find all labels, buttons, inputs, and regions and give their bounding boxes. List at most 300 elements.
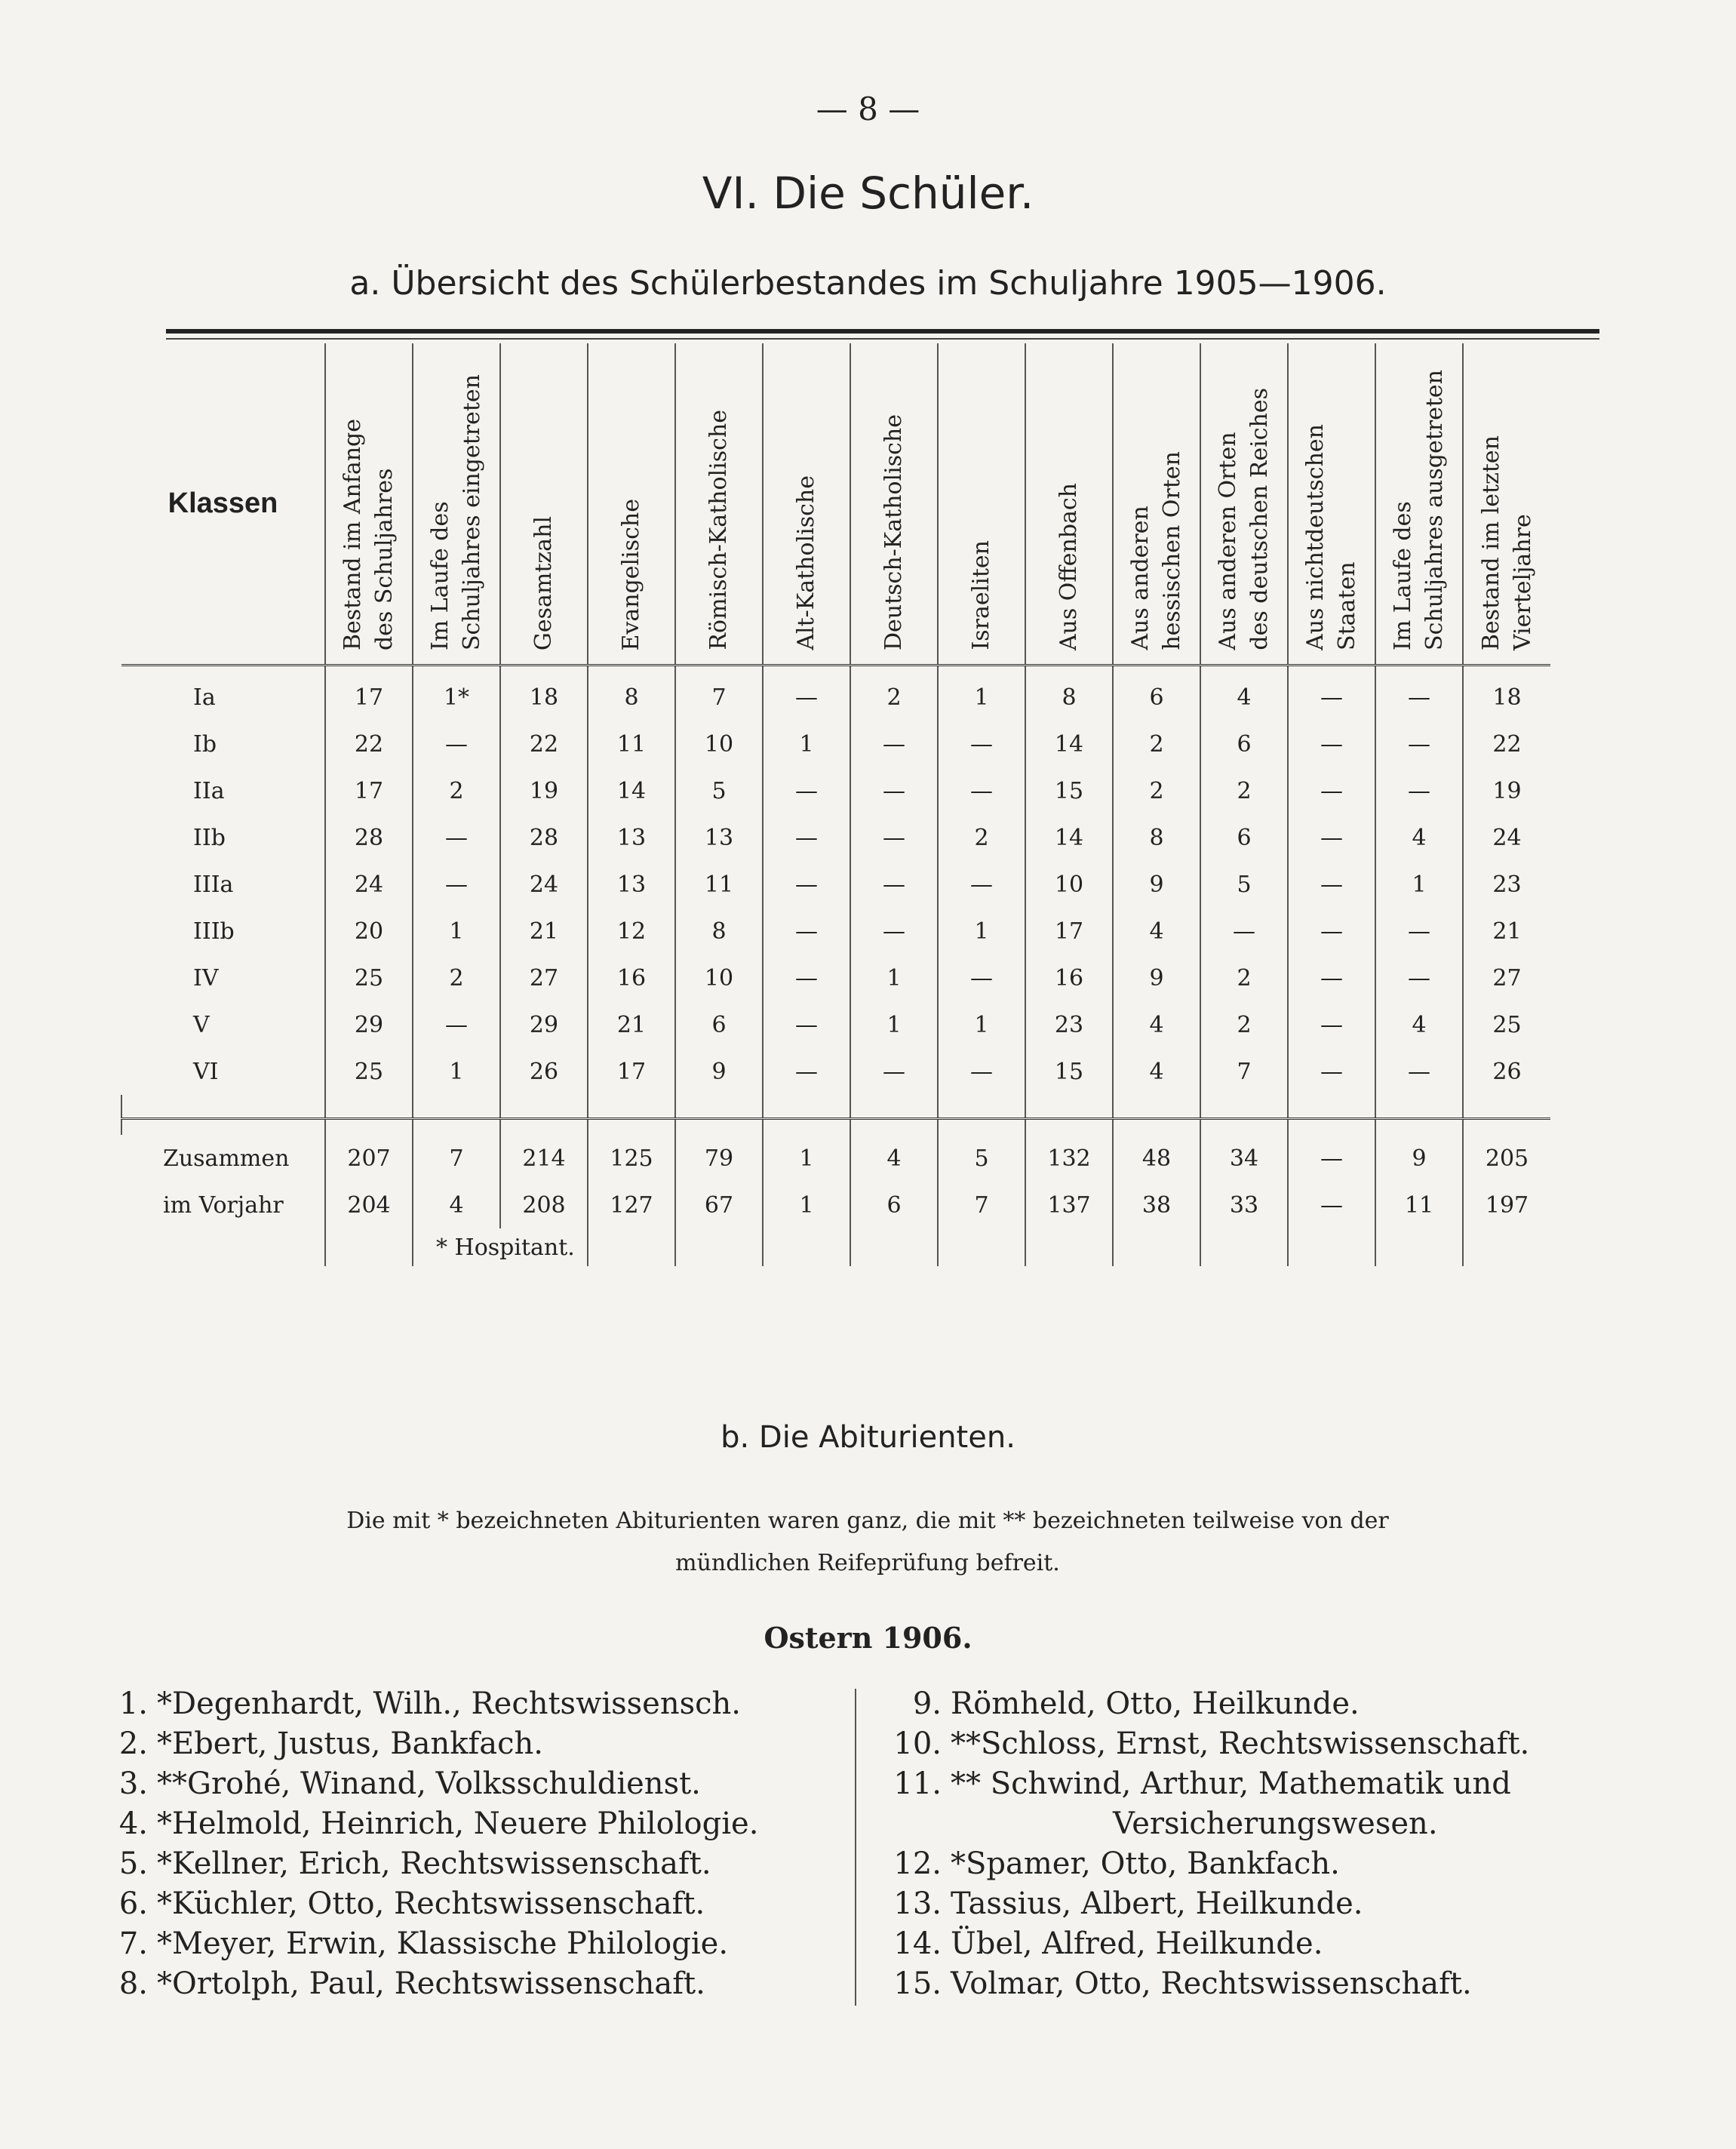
spacer-cell xyxy=(1288,1095,1375,1119)
column-header-label xyxy=(966,540,997,650)
class-name-cell: Ib xyxy=(193,730,217,758)
list-item-number: 4. xyxy=(118,1806,148,1841)
column-header xyxy=(500,343,588,666)
table-cell: 132 xyxy=(1025,1135,1113,1182)
table-cell: 7 xyxy=(1200,1048,1288,1095)
list-item-text: **Schloss, Ernst, Rechtswissenschaft. xyxy=(951,1726,1530,1761)
column-header-line: Vierteljahre xyxy=(1509,514,1536,650)
table-cell: — xyxy=(763,1001,850,1048)
abiturienten-list-left xyxy=(106,1684,758,2004)
list-item xyxy=(106,1724,758,1764)
table-cell: 15 xyxy=(1025,1048,1113,1095)
spacer-cell xyxy=(325,1095,413,1119)
table-cell: 9 xyxy=(1113,955,1200,1001)
table-cell: 25 xyxy=(325,955,413,1001)
table-cell: 18 xyxy=(500,674,588,721)
list-item xyxy=(890,1884,1529,1924)
column-header-line: des Schuljahres xyxy=(371,468,398,650)
spacer-cell xyxy=(1375,666,1463,675)
column-header-line: Aus nichtdeutschen xyxy=(1302,424,1329,650)
spacer-cell xyxy=(121,1095,325,1119)
ostern-heading: Ostern 1906. xyxy=(764,1621,972,1655)
table-cell: 24 xyxy=(325,861,413,908)
list-item-text: *Ortolph, Paul, Rechtswissenschaft. xyxy=(157,1966,705,2001)
table-cell: — xyxy=(938,767,1025,814)
table-cell: 7 xyxy=(413,1135,500,1182)
table-cell: — xyxy=(1288,908,1375,955)
table-cell: 5 xyxy=(1200,861,1288,908)
column-header-line: Staaten xyxy=(1334,561,1360,650)
table-cell: — xyxy=(413,721,500,767)
spacer-cell xyxy=(1375,1228,1463,1266)
list-item-text: *Degenhardt, Wilh., Rechtswissensch. xyxy=(157,1686,742,1721)
table-cell: — xyxy=(413,1001,500,1048)
abiturienten-note xyxy=(241,1500,1494,1585)
column-header-label xyxy=(791,475,822,650)
table-cell: — xyxy=(763,1048,850,1095)
klassen-header: Klassen xyxy=(167,487,278,519)
column-header-label xyxy=(703,410,735,650)
spacer-cell xyxy=(850,1228,938,1266)
list-item-number: 2. xyxy=(118,1726,148,1761)
table-cell: 14 xyxy=(1025,721,1113,767)
table-row xyxy=(121,721,1550,767)
column-header xyxy=(1463,343,1550,666)
table-cell: 4 xyxy=(1375,814,1463,861)
table-row xyxy=(121,767,1550,814)
table-cell: 18 xyxy=(1463,674,1550,721)
totals-spacer-row xyxy=(121,1119,1550,1136)
table-cell: 2 xyxy=(413,767,500,814)
table-row xyxy=(121,1001,1550,1048)
table-cell: — xyxy=(850,908,938,955)
spacer-cell xyxy=(763,1228,850,1266)
table-cell: 2 xyxy=(1200,1001,1288,1048)
table-cell: 21 xyxy=(1463,908,1550,955)
spacer-cell xyxy=(1025,1119,1113,1136)
list-item xyxy=(106,1844,758,1884)
column-header-line: Schuljahres eingetreten xyxy=(459,374,485,650)
table-cell: 1 xyxy=(938,908,1025,955)
table-cell: 21 xyxy=(500,908,588,955)
table-cell: 24 xyxy=(500,861,588,908)
table-cell: 2 xyxy=(1200,767,1288,814)
list-item-number: 10. xyxy=(893,1726,942,1761)
table-cell: 8 xyxy=(588,674,675,721)
table-cell: 10 xyxy=(675,721,763,767)
table-cell: 1 xyxy=(938,1001,1025,1048)
list-divider xyxy=(855,1689,856,2006)
spacer-cell xyxy=(938,1228,1025,1266)
table-cell: — xyxy=(1288,1182,1375,1228)
table-cell: 20 xyxy=(325,908,413,955)
list-item xyxy=(106,1924,758,1964)
table-cell: 2 xyxy=(850,674,938,721)
table-cell: — xyxy=(413,861,500,908)
table-cell: 6 xyxy=(1200,721,1288,767)
table-cell: 197 xyxy=(1463,1182,1550,1228)
table-cell: — xyxy=(850,861,938,908)
table-cell: 125 xyxy=(588,1135,675,1182)
spacer-cell xyxy=(675,1119,763,1136)
table-cell: 4 xyxy=(1375,1001,1463,1048)
column-header-line: Evangelische xyxy=(618,498,644,650)
table-cell: — xyxy=(938,955,1025,1001)
spacer-cell xyxy=(588,666,675,675)
table-cell: 1 xyxy=(938,674,1025,721)
list-item-number: 8. xyxy=(118,1966,148,2001)
spacer-cell xyxy=(850,1095,938,1119)
spacer-cell xyxy=(1113,1095,1200,1119)
list-item-text: Übel, Alfred, Heilkunde. xyxy=(951,1926,1323,1961)
column-header-label xyxy=(528,516,560,650)
spacer-cell xyxy=(1200,1228,1288,1266)
class-name-cell: IIb xyxy=(193,824,226,851)
column-header xyxy=(1113,343,1200,666)
spacer-cell xyxy=(1025,666,1113,675)
spacer-cell xyxy=(1200,666,1288,675)
list-item xyxy=(890,1764,1529,1804)
table-cell: 11 xyxy=(1375,1182,1463,1228)
list-item xyxy=(106,1964,758,2004)
spacer-cell xyxy=(763,1095,850,1119)
table-cell: 1 xyxy=(763,721,850,767)
table-cell: — xyxy=(1288,1135,1375,1182)
table-cell: — xyxy=(1288,861,1375,908)
list-item xyxy=(106,1684,758,1724)
table-cell: 10 xyxy=(675,955,763,1001)
spacer-cell xyxy=(1288,1228,1375,1266)
column-header-line: Israeliten xyxy=(968,540,994,650)
table-cell: 2 xyxy=(1200,955,1288,1001)
list-item-text: *Kellner, Erich, Rechtswissenschaft. xyxy=(157,1846,711,1881)
column-header xyxy=(588,343,675,666)
column-header-line: Schuljahres ausgetreten xyxy=(1421,370,1448,650)
spacer-cell xyxy=(938,666,1025,675)
table-cell: 205 xyxy=(1463,1135,1550,1182)
column-header-line: Römisch-Katholische xyxy=(705,410,732,650)
column-header-line: Deutsch-Katholische xyxy=(880,414,907,650)
class-name-cell: V xyxy=(193,1011,210,1038)
table-cell: 6 xyxy=(1200,814,1288,861)
table-cell: 1 xyxy=(763,1135,850,1182)
table-cell: 23 xyxy=(1463,861,1550,908)
table-cell: 6 xyxy=(850,1182,938,1228)
list-item-number: 3. xyxy=(118,1766,148,1801)
table-cell: 13 xyxy=(588,861,675,908)
list-item xyxy=(106,1884,758,1924)
table-cell: 4 xyxy=(1113,908,1200,955)
table-row xyxy=(121,814,1550,861)
column-header-label xyxy=(1476,435,1539,650)
table-cell: 4 xyxy=(850,1135,938,1182)
header-separator-row xyxy=(121,666,1550,675)
table-cell: 38 xyxy=(1113,1182,1200,1228)
table-cell: — xyxy=(1288,767,1375,814)
spacer-cell xyxy=(121,1119,325,1136)
table-cell: — xyxy=(1375,767,1463,814)
list-item-number: 5. xyxy=(118,1846,148,1881)
table-cell: 9 xyxy=(1375,1135,1463,1182)
column-header xyxy=(850,343,938,666)
table-cell: 214 xyxy=(500,1135,588,1182)
table-cell: 9 xyxy=(1113,861,1200,908)
table-cell: 1* xyxy=(413,674,500,721)
table-cell: — xyxy=(763,908,850,955)
table-cell: 19 xyxy=(1463,767,1550,814)
spacer-cell xyxy=(500,666,588,675)
spacer-cell xyxy=(500,1095,588,1119)
spacer-cell xyxy=(325,666,413,675)
table-row xyxy=(121,1048,1550,1095)
column-header-label xyxy=(337,419,401,650)
table-cell: 2 xyxy=(413,955,500,1001)
list-item-text: Volmar, Otto, Rechtswissenschaft. xyxy=(951,1966,1472,2001)
table-cell: — xyxy=(1288,814,1375,861)
column-header xyxy=(413,343,500,666)
list-item-number: 1. xyxy=(118,1686,148,1721)
spacer-cell xyxy=(413,1119,500,1136)
spacer-cell xyxy=(500,1119,588,1136)
list-item-number: 6. xyxy=(118,1886,148,1921)
class-name-cell: IIa xyxy=(193,777,225,804)
spacer-cell xyxy=(1463,1228,1550,1266)
table-cell: 13 xyxy=(588,814,675,861)
table-cell: — xyxy=(1288,674,1375,721)
list-item-number: 11. xyxy=(893,1766,942,1801)
table-cell: 67 xyxy=(675,1182,763,1228)
table-cell: 1 xyxy=(413,1048,500,1095)
column-header xyxy=(1025,343,1113,666)
table-cell: — xyxy=(1375,955,1463,1001)
table-cell: — xyxy=(1200,908,1288,955)
list-item xyxy=(890,1964,1529,2004)
table-cell: 22 xyxy=(500,721,588,767)
column-header-line: Im Laufe des xyxy=(427,501,453,650)
list-item-text: ** Schwind, Arthur, Mathematik und xyxy=(951,1766,1511,1801)
table-cell: 17 xyxy=(325,767,413,814)
list-item-text: Römheld, Otto, Heilkunde. xyxy=(951,1686,1360,1721)
table-cell: 8 xyxy=(1025,674,1113,721)
list-item-number: 12. xyxy=(893,1846,942,1881)
student-statistics-table xyxy=(121,343,1550,1266)
table-cell: — xyxy=(1375,1048,1463,1095)
column-header-line: hessischen Orten xyxy=(1159,451,1185,650)
list-item-text: *Küchler, Otto, Rechtswissenschaft. xyxy=(157,1886,705,1921)
totals-row xyxy=(121,1182,1550,1228)
table-cell: — xyxy=(763,767,850,814)
table-cell: 7 xyxy=(938,1182,1025,1228)
table-cell: 8 xyxy=(1113,814,1200,861)
table-cell: 79 xyxy=(675,1135,763,1182)
table-cell: 13 xyxy=(675,814,763,861)
spacer-cell xyxy=(1288,1119,1375,1136)
table-cell: 1 xyxy=(763,1182,850,1228)
section-heading: VI. Die Schüler. xyxy=(702,168,1034,219)
spacer-cell xyxy=(1463,666,1550,675)
note-line-2: mündlichen Reifeprüfung befreit. xyxy=(675,1550,1060,1576)
spacer-cell xyxy=(121,1228,325,1266)
spacer-cell xyxy=(413,666,500,675)
table-cell: — xyxy=(1375,721,1463,767)
spacer-cell xyxy=(938,1119,1025,1136)
spacer-cell xyxy=(588,1228,675,1266)
table-cell: — xyxy=(1288,955,1375,1001)
spacer-cell xyxy=(121,666,325,675)
list-item xyxy=(106,1764,758,1804)
spacer-cell xyxy=(675,1228,763,1266)
column-header xyxy=(1200,343,1288,666)
class-name-cell: IV xyxy=(193,964,219,991)
table-cell: 15 xyxy=(1025,767,1113,814)
table-cell: 2 xyxy=(938,814,1025,861)
column-header-label xyxy=(1212,388,1276,650)
table-cell: — xyxy=(938,721,1025,767)
table-cell: 27 xyxy=(1463,955,1550,1001)
spacer-cell xyxy=(1463,1095,1550,1119)
table-cell: — xyxy=(763,674,850,721)
totals-label-cell: im Vorjahr xyxy=(163,1191,284,1219)
table-cell: — xyxy=(938,1048,1025,1095)
table-cell: 6 xyxy=(675,1001,763,1048)
column-header-label xyxy=(425,374,488,650)
table-cell: 6 xyxy=(1113,674,1200,721)
table-cell: 2 xyxy=(1113,721,1200,767)
table-cell: 22 xyxy=(1463,721,1550,767)
table-cell: — xyxy=(938,861,1025,908)
column-header-label xyxy=(1387,370,1451,650)
spacer-cell xyxy=(1288,666,1375,675)
column-header xyxy=(1375,343,1463,666)
table-cell: — xyxy=(1288,1048,1375,1095)
table-cell: 8 xyxy=(675,908,763,955)
table-cell: 26 xyxy=(500,1048,588,1095)
table-cell: 4 xyxy=(413,1182,500,1228)
table-row xyxy=(121,861,1550,908)
class-name-cell: IIIb xyxy=(193,918,235,945)
column-header-line: Aus anderen Orten xyxy=(1215,432,1241,650)
list-item xyxy=(106,1804,758,1844)
table-cell: 25 xyxy=(325,1048,413,1095)
table-cell: — xyxy=(850,721,938,767)
table-cell: 28 xyxy=(500,814,588,861)
footnote-row xyxy=(121,1228,1550,1266)
list-item-text: *Helmold, Heinrich, Neuere Philologie. xyxy=(157,1806,759,1841)
table-cell: — xyxy=(1288,1001,1375,1048)
spacer-cell xyxy=(588,1119,675,1136)
spacer-cell xyxy=(850,1119,938,1136)
spacer-cell xyxy=(938,1095,1025,1119)
spacer-cell xyxy=(675,666,763,675)
column-header-line: des deutschen Reiches xyxy=(1246,388,1273,650)
table-cell: 204 xyxy=(325,1182,413,1228)
table-cell: 34 xyxy=(1200,1135,1288,1182)
spacer-cell xyxy=(1200,1095,1288,1119)
spacer-cell xyxy=(1375,1095,1463,1119)
totals-label-cell: Zusammen xyxy=(163,1145,290,1172)
list-item xyxy=(890,1724,1529,1764)
table-cell: — xyxy=(763,955,850,1001)
spacer-cell xyxy=(413,1095,500,1119)
title-rule xyxy=(166,329,1599,334)
table-cell: 29 xyxy=(325,1001,413,1048)
table-cell: 22 xyxy=(325,721,413,767)
spacer-cell xyxy=(763,1119,850,1136)
abiturienten-list-right xyxy=(890,1684,1529,2004)
column-header xyxy=(675,343,763,666)
column-header-label xyxy=(1125,451,1188,650)
table-cell: 28 xyxy=(325,814,413,861)
table-cell: 1 xyxy=(850,1001,938,1048)
list-item xyxy=(890,1924,1529,1964)
table-cell: 11 xyxy=(675,861,763,908)
spacer-cell xyxy=(1113,666,1200,675)
table-cell: 48 xyxy=(1113,1135,1200,1182)
list-item xyxy=(890,1684,1529,1724)
table-row xyxy=(121,908,1550,955)
column-header-line: Bestand im Anfange xyxy=(340,418,366,650)
table-cell: — xyxy=(1375,674,1463,721)
list-item-number: 15. xyxy=(893,1966,942,2001)
list-item-text: Versicherungswesen. xyxy=(1113,1806,1438,1841)
footnote: * Hospitant. xyxy=(413,1228,588,1266)
table-cell: 14 xyxy=(1025,814,1113,861)
column-header-line: Bestand im letzten xyxy=(1477,435,1504,650)
table-cell: — xyxy=(1375,908,1463,955)
spacer-cell xyxy=(1113,1119,1200,1136)
spacer-cell xyxy=(850,666,938,675)
list-item-text: *Spamer, Otto, Bankfach. xyxy=(951,1846,1340,1881)
table-cell: 5 xyxy=(675,767,763,814)
note-line-1: Die mit * bezeichneten Abiturienten waren ganz, die mit ** bezeichneten teilweise von der xyxy=(346,1508,1389,1534)
column-header xyxy=(938,343,1025,666)
table-cell: 4 xyxy=(1113,1048,1200,1095)
column-header-line: Im Laufe des xyxy=(1390,501,1416,650)
column-header-line: Aus Offenbach xyxy=(1055,482,1082,650)
table-title: a. Übersicht des Schülerbestandes im Schuljahre 1905—1906. xyxy=(349,264,1387,303)
table-cell: 12 xyxy=(588,908,675,955)
table-cell: — xyxy=(1288,721,1375,767)
list-item-text: **Grohé, Winand, Volksschuldienst. xyxy=(157,1766,701,1801)
table-cell: 25 xyxy=(1463,1001,1550,1048)
list-item xyxy=(890,1804,1529,1844)
spacer-cell xyxy=(1375,1119,1463,1136)
list-item-text: *Ebert, Justus, Bankfach. xyxy=(157,1726,543,1761)
column-header xyxy=(325,343,413,666)
table-cell: 17 xyxy=(588,1048,675,1095)
column-header-line: Alt-Katholische xyxy=(793,475,819,650)
table-cell: — xyxy=(850,767,938,814)
spacer-cell xyxy=(763,666,850,675)
table-cell: 24 xyxy=(1463,814,1550,861)
column-header-line: Gesamtzahl xyxy=(530,515,557,650)
class-name-cell: VI xyxy=(193,1058,219,1085)
table-cell: 21 xyxy=(588,1001,675,1048)
table-cell: 4 xyxy=(1113,1001,1200,1048)
table-cell: 127 xyxy=(588,1182,675,1228)
class-name-cell: IIIa xyxy=(193,871,234,898)
list-item-text: *Meyer, Erwin, Klassische Philologie. xyxy=(157,1926,729,1961)
spacer-cell xyxy=(1025,1095,1113,1119)
table-cell: 17 xyxy=(325,674,413,721)
table-cell: — xyxy=(413,814,500,861)
table-cell: 33 xyxy=(1200,1182,1288,1228)
table-cell: 27 xyxy=(500,955,588,1001)
totals-row xyxy=(121,1135,1550,1182)
table-cell: 10 xyxy=(1025,861,1113,908)
table-cell: 14 xyxy=(588,767,675,814)
table-cell: 1 xyxy=(413,908,500,955)
